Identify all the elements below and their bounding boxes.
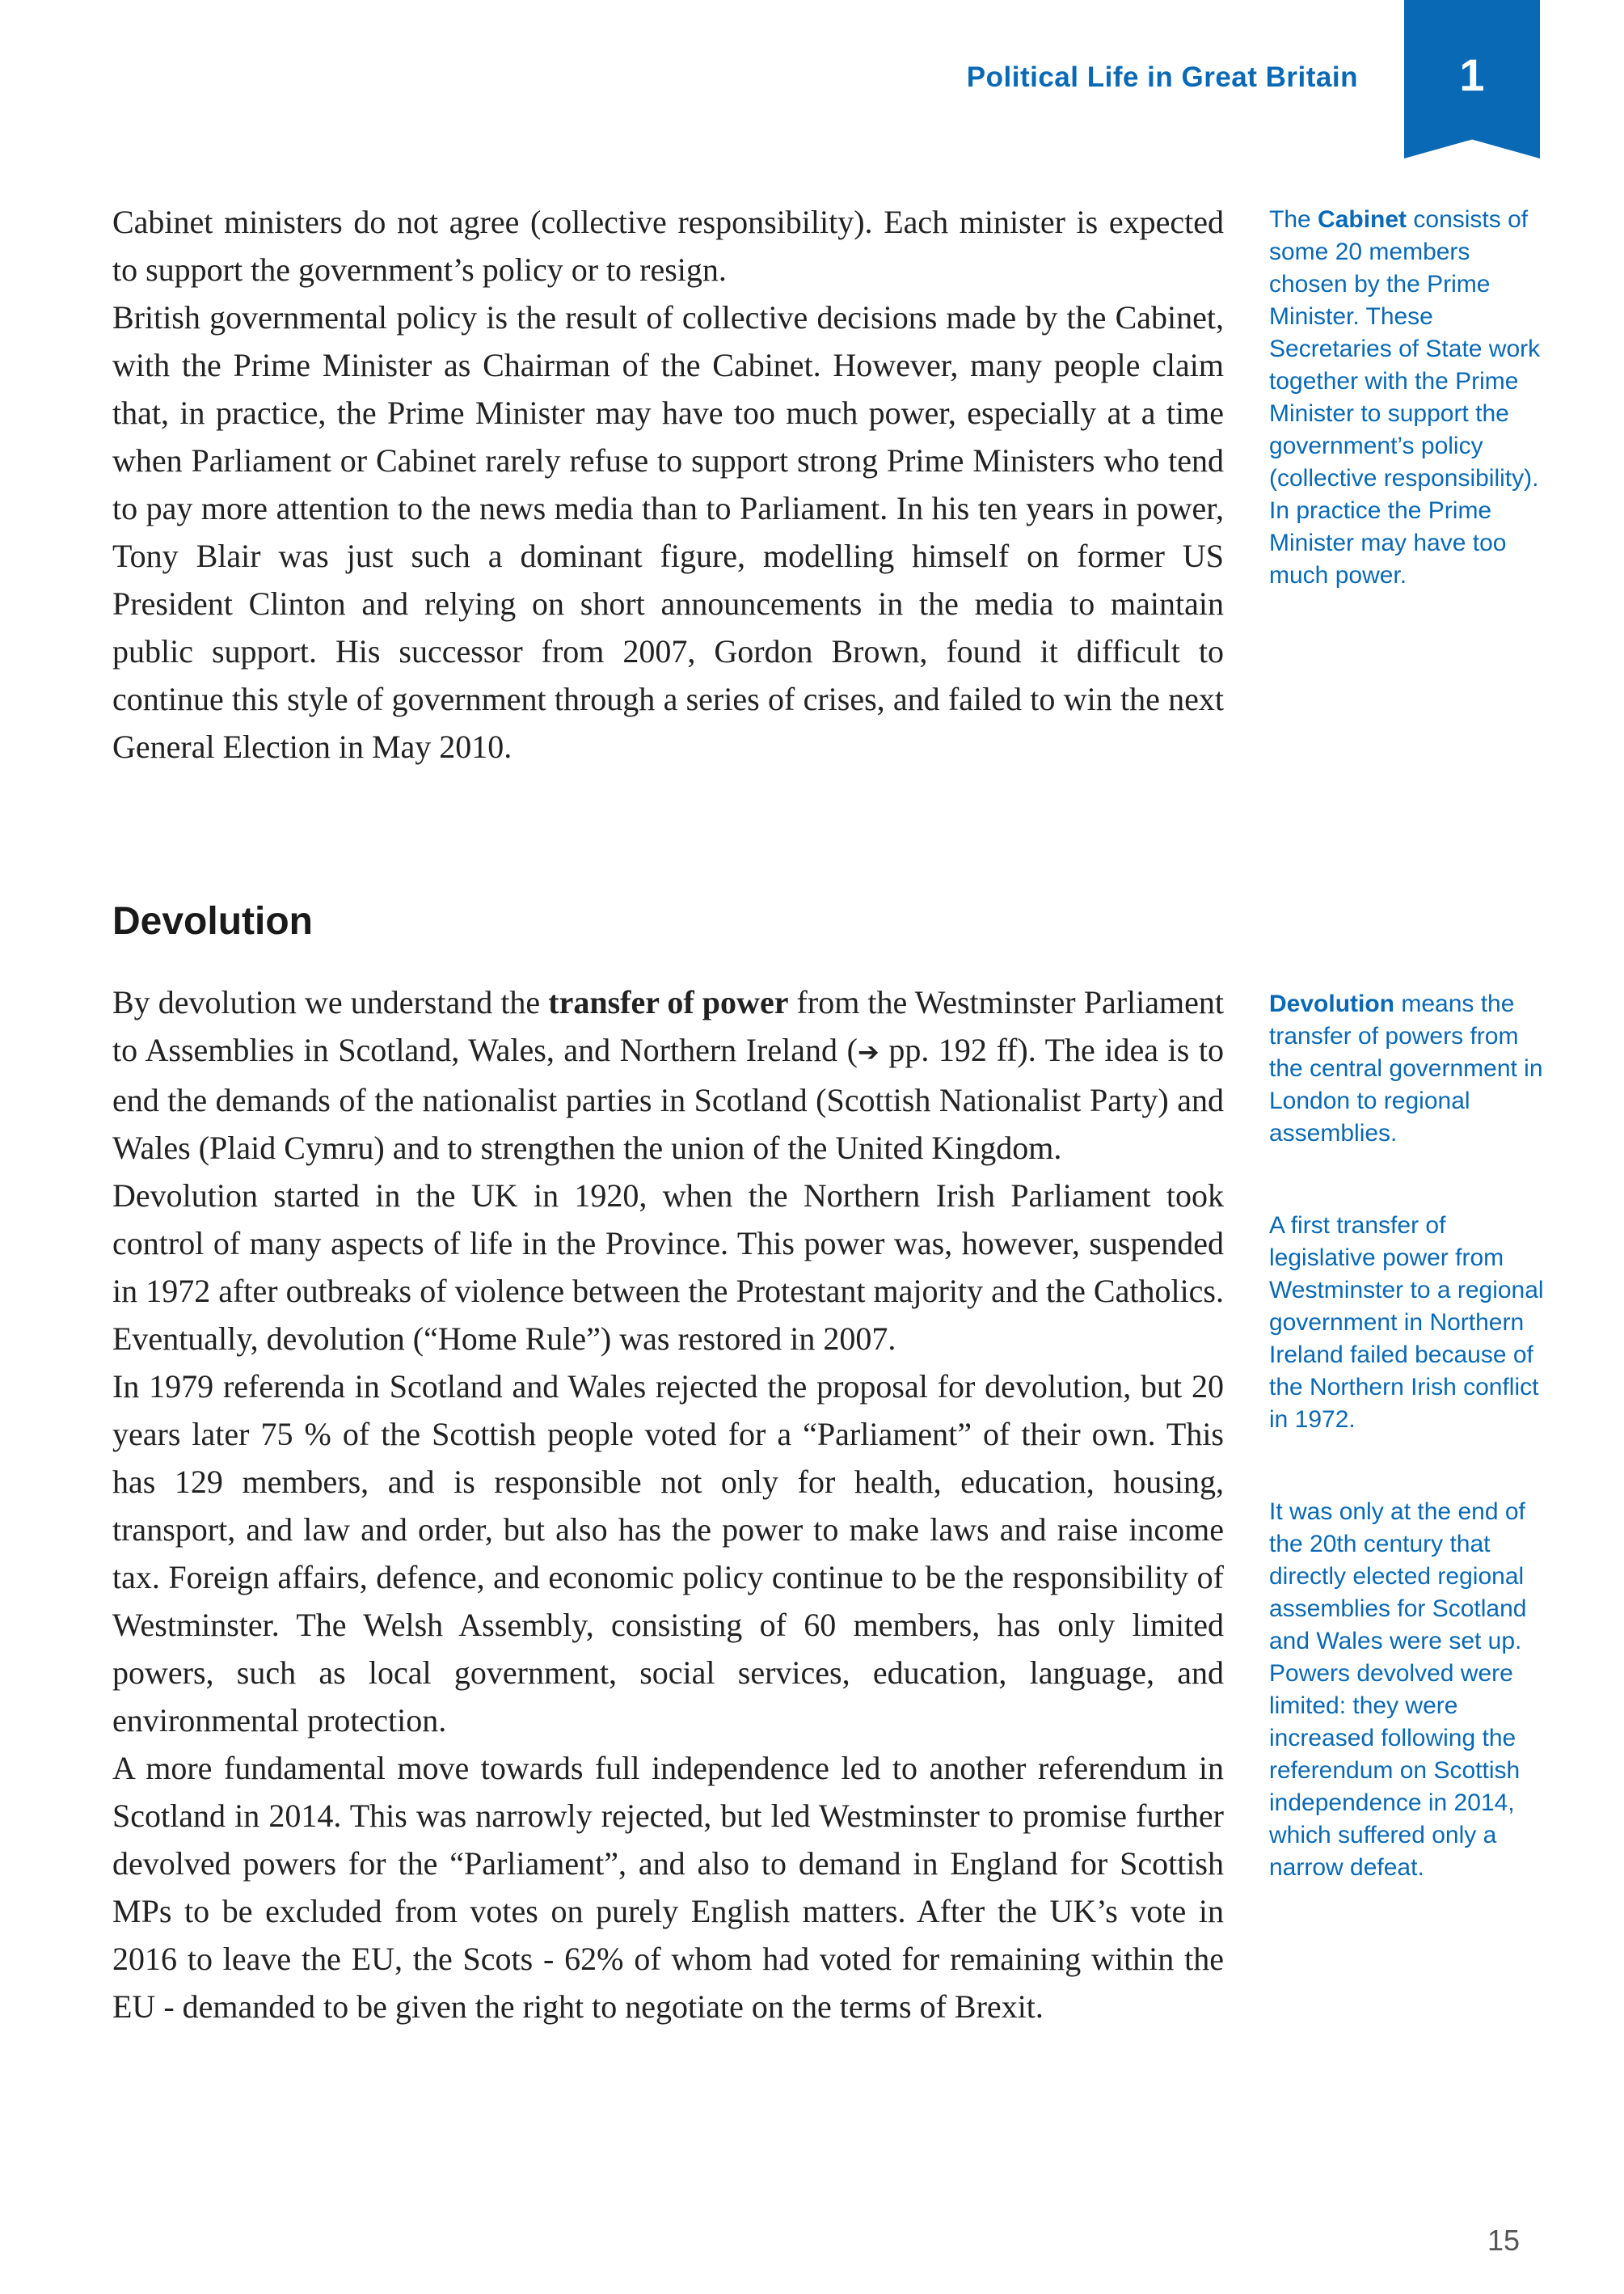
margin-note-devolution [1269,988,1548,1150]
section-heading: Devolution [112,900,313,943]
margin-keyword: Cabinet [1318,206,1407,233]
page-number: 15 [1487,2224,1520,2257]
cross-reference-arrow-icon: ➔ [857,1037,879,1067]
margin-text: consists of some 20 members chosen by the Prime Minister. These Secretaries of State work together with the Prime Minister to support the government’s policy (collective responsibility). [1269,206,1541,492]
running-header-title: Political Life in Great Britain [966,61,1358,93]
paragraph: British governmental policy is the result of collective decisions made by the Cabinet, with the Prime Minister as Chairman of the Cabinet. However, many people claim that, in practice, the Prime Minister may have too much power, especially at a time when Parliament or Cabinet rarely refuse to support strong Prime Ministers who tend to pay more attention to the news media than to Parliament. In his ten years in power, Tony Blair was just such a dominant figure, modelling himself on former US President Clinton and relying on short announcements in the media to maintain public support. His successor from 2007, Gordon Brown, found it difficult to continue this style of government through a series of crises, and failed to win the next General Election in May 2010. [112,299,1224,765]
margin-text: means the transfer of powers from the central government in London to regional assemblies. [1269,991,1543,1147]
margin-text: A first transfer of legislative power from Westminster to a regional government in Northern Ireland failed because of the Northern Irish conflict in 1972. [1269,1212,1544,1433]
paragraph: In 1979 referenda in Scotland and Wales rejected the proposal for devolution, but 20 years later 75 % of the Scottish people voted for a “Parliament” of their own. This has 129 members, and is responsible not only for health, education, housing, transport, and law and order, but also has the power to make laws and raise income tax. Foreign affairs, defence, and economic policy continue to be the responsibility of Westminster. The Welsh Assembly, consisting of 60 members, has only limited powers, such as local government, social services, education, language, and environmental protection. [112,1368,1224,1738]
margin-text: It was only at the end of the 20th century that directly elected regional assemblies for Scotland and Wales were set up. Powers devolved were limited: they were increased following the referendum on Scottish independence in 2014, which suffered only a narrow defeat. [1269,1498,1527,1881]
paragraph: Cabinet ministers do not agree (collective responsibility). Each minister is expected to support the government’s policy or to resign. [112,204,1224,288]
paragraph: Devolution started in the UK in 1920, when the Northern Irish Parliament took control of many aspects of life in the Province. This power was, however, suspended in 1972 after outbreaks of violence between the Protestant majority and the Catholics. Eventually, devolution (“Home Rule”) was restored in 2007. [112,1177,1224,1357]
section-devolution-text [112,978,1224,2030]
paragraph: By devolution we understand the transfer of power from the Westminster Parliament to Assemblies in Scotland, Wales, and Northern Ireland (➔ pp. 192 ff). The idea is to end the demands of the nationalist parties in Scotland (Scottish Nationalist Party) and Wales (Plaid Cymru) and to strengthen the union of the United Kingdom. [112,984,1224,1166]
margin-note-northern-ireland [1269,1210,1548,1436]
margin-note-cabinet [1269,204,1548,592]
key-term: transfer of power [548,984,789,1020]
paragraph: A more fundamental move towards full independence led to another referendum in Scotland in 2014. This was narrowly rejected, but led Westminster to promise further devolved powers for the “Parliament”, and also to demand in England for Scottish MPs to be excluded from votes on purely English matters. After the UK’s vote in 2016 to leave the EU, the Scots - 62% of whom had voted for remaining within the EU - demanded to be given the right to negotiate on the terms of Brexit. [112,1750,1224,2025]
section-cabinet-text [112,198,1224,771]
margin-text: In practice the Prime Minister may have too much power. [1269,497,1507,589]
margin-prefix: The [1269,206,1318,233]
chapter-number: 1 [1459,49,1485,100]
margin-note-assemblies [1269,1496,1548,1884]
margin-keyword: Devolution [1269,991,1394,1017]
